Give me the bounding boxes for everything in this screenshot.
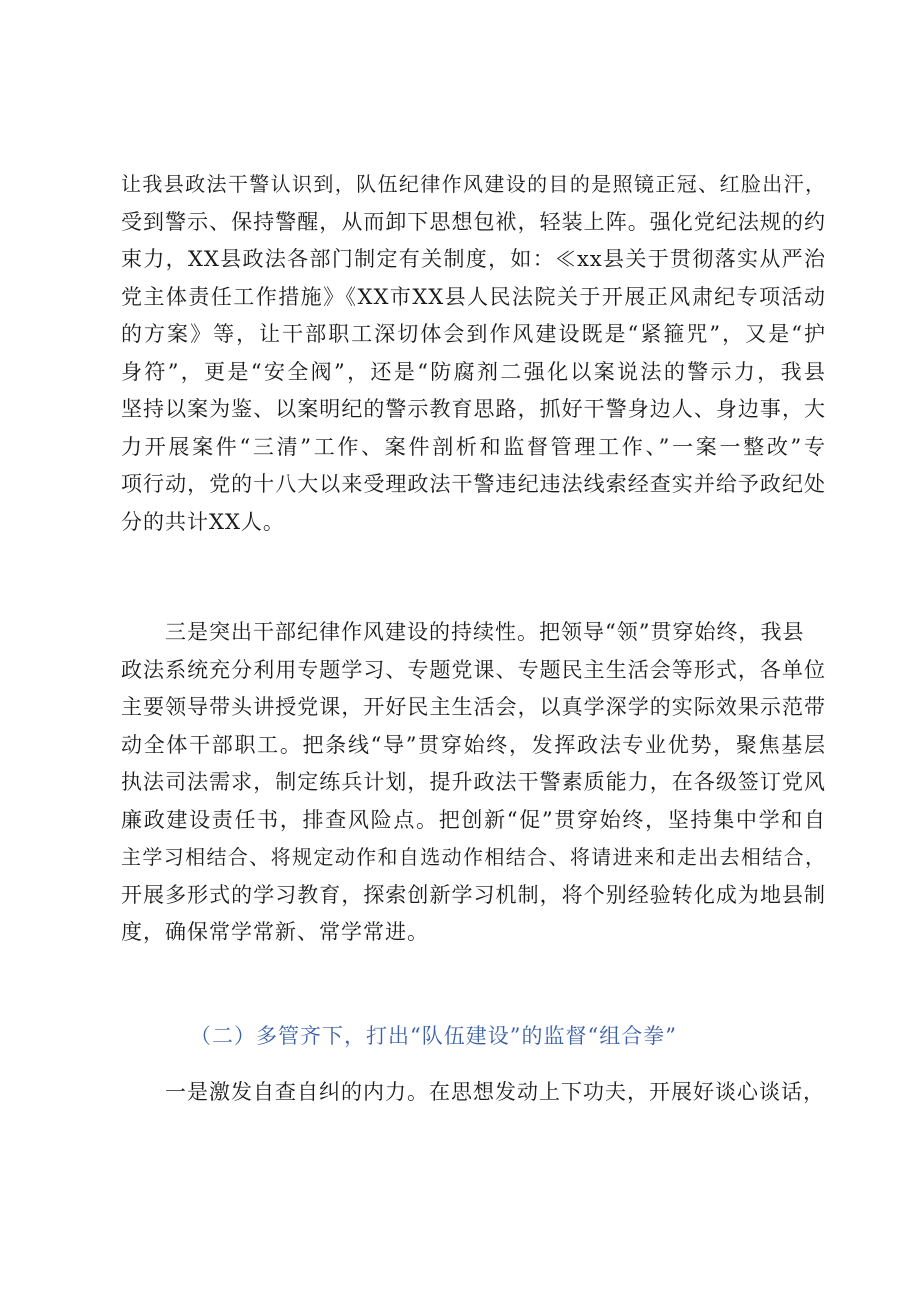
text-line: 党主体责任工作措施》《XX市XX县人民法院关于开展正风肃纪专项活动	[121, 284, 826, 309]
text-line: 的方案》等，让干部职工深切体会到作风建设既是“紧箍咒”，又是“护	[121, 322, 826, 346]
text-line: 分的共计XX人。	[121, 509, 285, 534]
text-line: 政法系统充分利用专题学习、专题党课、专题民主生活会等形式，各单位	[121, 657, 826, 682]
text-line: 受到警示、保持警醒，从而卸下思想包袱，轻装上阵。强化党纪法规的约	[121, 209, 826, 234]
text-line: 三是突出干部纪律作风建设的持续性。把领导“领”贯穿始终，我县	[121, 620, 805, 644]
paragraph-1	[121, 166, 826, 541]
text-line: 让我县政法干警认识到，队伍纪律作风建设的目的是照镜正冠、红脸出汗，	[121, 172, 826, 196]
text-line: 身符”，更是“安全阀”，还是“防腐剂二强化以案说法的警示力，我县	[121, 359, 826, 384]
section-heading: （二）多管齐下，打出“队伍建设”的监督“组合拳”	[190, 1024, 677, 1048]
text-line: 主要领导带头讲授党课，开好民主生活会，以真学深学的实际效果示范带	[121, 695, 826, 719]
text-line: 主学习相结合、将规定动作和自选动作相结合、将请进来和走出去相结合，	[121, 845, 826, 869]
text-line: 项行动，党的十八大以来受理政法干警违纪违法线索经查实并给予政纪处	[121, 472, 826, 496]
text-line: 坚持以案为鉴、以案明纪的警示教育思路，抓好干警身边人、身边事，大	[121, 397, 826, 421]
text-line: 动全体干部职工。把条线“导”贯穿始终，发挥政法专业优势，聚焦基层	[121, 732, 826, 757]
paragraph-2	[121, 614, 826, 952]
text-line: 一是激发自查自纠的内力。在思想发动上下功夫，开展好谈心谈话，	[121, 1080, 825, 1104]
text-line: 开展多形式的学习教育，探索创新学习机制，将个别经验转化成为地县制	[121, 882, 826, 907]
paragraph-3	[121, 1074, 826, 1112]
text-line: 执法司法需求，制定练兵计划，提升政法干警素质能力，在各级签订党风	[121, 770, 826, 794]
text-line: 束力，XX县政法各部门制定有关制度，如：≪xx县关于贯彻落实从严治	[121, 247, 826, 271]
text-line: 力开展案件“三清”工作、案件剖析和监督管理工作、”一案一整改”专	[121, 434, 826, 459]
text-line: 度，确保常学常新、常学常进。	[121, 920, 429, 944]
text-line: 廉政建设责任书，排查风险点。把创新“促”贯穿始终，坚持集中学和自	[121, 807, 826, 832]
